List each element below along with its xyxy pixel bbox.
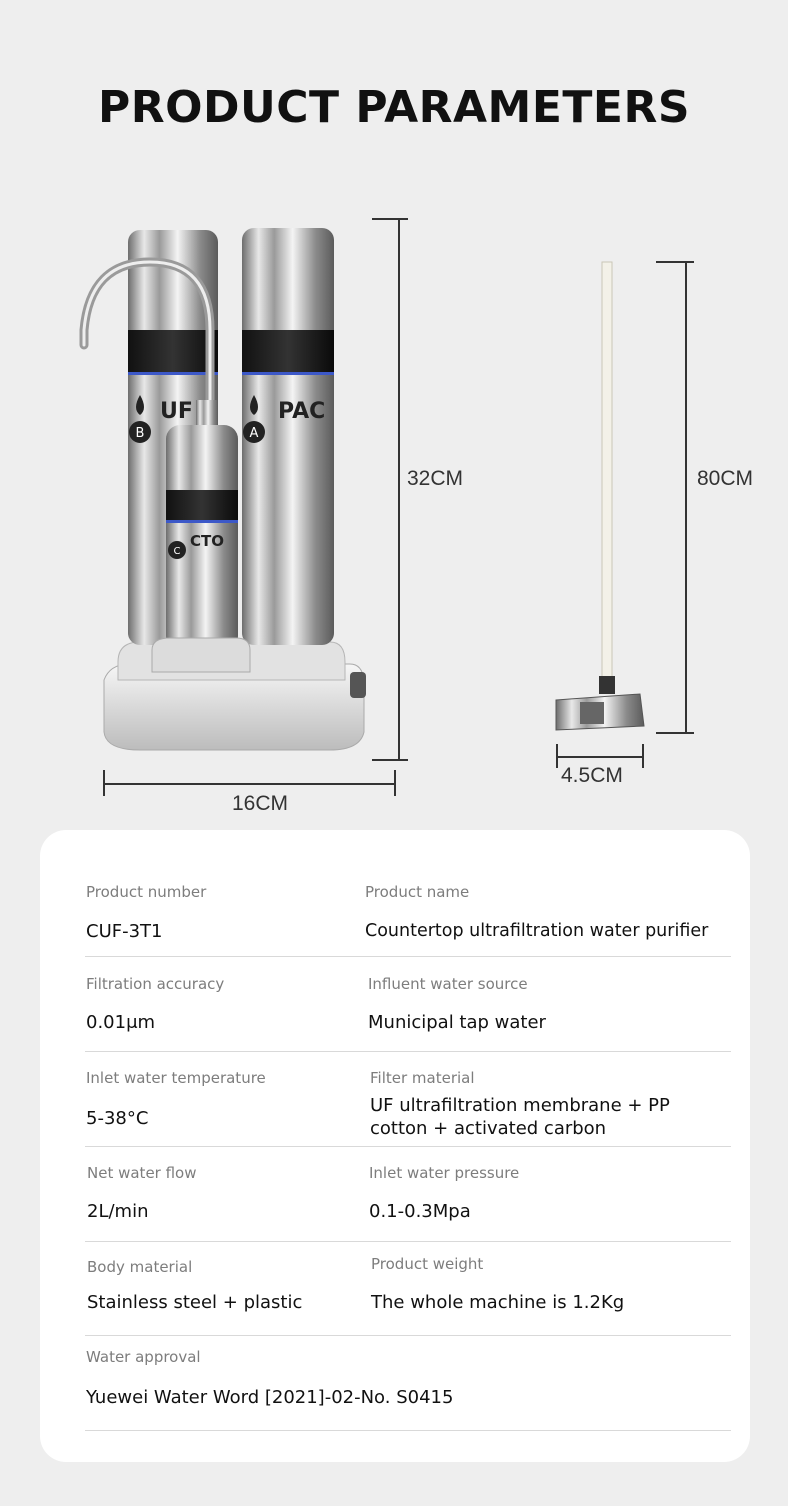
param-value: Yuewei Water Word [2021]-02-No. S0415 (86, 1387, 454, 1408)
param-label: Inlet water pressure (369, 1164, 520, 1182)
filter-b-name: UF (160, 399, 193, 424)
param-value: Stainless steel + plastic (87, 1292, 303, 1313)
filter-c-name: CTO (190, 532, 224, 550)
param-label: Net water flow (87, 1164, 197, 1182)
param-value: 0.01μm (86, 1012, 156, 1033)
height-label-main: 32CM (407, 467, 464, 490)
param-row (85, 1146, 731, 1242)
parameters-card (40, 830, 750, 1462)
page-title: PRODUCT PARAMETERS (97, 82, 691, 133)
param-value: 5-38°C (86, 1108, 149, 1129)
param-label: Inlet water temperature (86, 1069, 266, 1087)
param-value: The whole machine is 1.2Kg (371, 1292, 625, 1313)
param-row (85, 1335, 731, 1431)
width-label-main: 16CM (232, 792, 289, 815)
param-label: Product number (86, 883, 207, 901)
param-value: 0.1-0.3Mpa (369, 1201, 471, 1222)
param-row (85, 1241, 731, 1336)
param-label: Filter material (370, 1069, 475, 1087)
height-label-faucet: 80CM (697, 467, 754, 490)
param-row (85, 956, 731, 1052)
filter-c-letter: C (173, 546, 181, 557)
param-value: UF ultrafiltration membrane + PP cotton + activated carbon (370, 1095, 670, 1139)
filter-b-letter: B (135, 426, 145, 441)
param-label: Product weight (371, 1255, 484, 1273)
tap-adapter (556, 262, 644, 730)
filter-a-name: PAC (278, 399, 326, 424)
param-value: 2L/min (87, 1201, 149, 1222)
param-label: Product name (365, 883, 470, 901)
param-row (85, 872, 731, 957)
param-value: CUF-3T1 (86, 921, 163, 942)
param-value: Municipal tap water (368, 1012, 546, 1033)
param-label: Body material (87, 1258, 193, 1276)
filter-a-letter: A (249, 426, 259, 441)
height-dimension-line-main (372, 219, 408, 760)
width-label-faucet: 4.5CM (561, 764, 623, 787)
param-label: Filtration accuracy (86, 975, 225, 993)
height-dimension-line-faucet (656, 262, 694, 733)
param-label: Water approval (86, 1348, 201, 1366)
param-value: Countertop ultrafiltration water purifier (365, 921, 709, 941)
param-row (85, 1051, 731, 1147)
param-label: Influent water source (368, 975, 528, 993)
